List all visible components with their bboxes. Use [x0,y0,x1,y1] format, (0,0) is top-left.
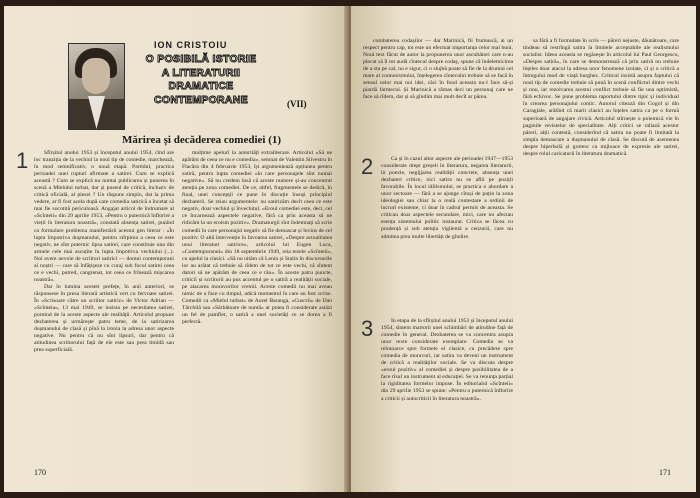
paragraph: sa fără a fi formulate în scris — păreri nejuste, dăunătoare, care tindeau să restrîngă satira la limitele acceptabile ale realismului socialist. Ideea aceasta se regăsește în articolul lui Paul Georgescu, «Despre satiră», în care se demonstrează că prin satiră nu trebuie înțeles doar atacul la adresa unor fenomene izolate, ci și o critică a întregului mod de viață burghez. Criticul insistă asupra faptului că noul tip de comedie trebuie să pună în scenă conflictul dintre vechi și nou, iar rezolvarea acestui conflict trebuie să fie una optimistă, fără echivoc. Se pune problema raportului dintre tipic și individual în crearea personajului comic. Autorul citează din Gogol și din Caragiale, arătînd că marii clasici au înțeles satira ca pe o formă superioară de angajare civică. Articolul stîrnește o polemică vie în paginile revistelor de specialitate. Alți critici se raliază acestor păreri, alții contestă, considerînd că satira nu poate fi limitată la simpla demascare a dușmanului de clasă. Se discută de asemenea despre hiperbolă și grotesc ca mijloace de expresie ale satirei, despre rolul caricaturii în literatura dramatică. [523,38,679,157]
section-number-2: 2 [361,154,374,179]
section-number-3: 3 [361,316,374,341]
paragraph: combaterea codașilor — dar Marinică, fii frumuscă, ai un respect pentru cap, tot este un efectuat importanța celor mai buni. Noul text făcut de autor la propunerea unor ascultători care n-au plecat să îl tot audă cîntecul despre codaș, spune că îndeletnicirea de a sta pe cal, nu e sigur, ci o slujbă poate să fie de la drumul cel mare al comunismului, înțelegerea cîntecului trebuie să se facă în sensul celor mai noi idei, căci în fond aceasta nu-l face să-și piardă farmecul. Și Marinică a rămas deci un personaj care ne face să rîdem, dar și să gîndim mai mult decît ar părea. [363,38,513,101]
paragraph: Ca și în cazul altor aspecte ale perioadei 1947—1953 considerate drept greșeli în literatura, negarea literaturii, în poezie, negljjarea realității concrete, absența unei dezbateri critice, nici satira nu se află pe poziții favorabile. În locul idilismului, se practica o abordare a unor sectoare — fără a se ajunge cîtuși de puțin la zona ideologiei sau chiar la o reală contestare a ordinii de lucruri existente, ci doar în cadrul permis de aceasta. Se criticau doar aspectele secundare, mici, care nu afectau esența sistemului politic instaurat. Critica se făcea cu prudență și sub atenția vigilentă a cenzurii, care nu admitea prea multe libertăți de gîndire. [381,156,513,240]
right-column-1-mid [381,156,513,306]
article-title [126,53,276,107]
title-line-1: O POSIBILĂ ISTORIE [145,53,257,65]
author-name: ION CRISTOIU [154,40,228,50]
left-column-1 [34,150,174,462]
page-number-right: 171 [659,468,671,477]
paragraph: Dar în lumina acestei prefețe, în anii anteriori, se răspunsese în presa literară artistică vert cu fervoare satirei. În «Scrisoare către un scriitor satiric» de Victor Adrian — «Scînteia», 13 mai 1949, se insista pe necesitatea satirei, pornind de la aceste aspecte ale realității. Articolul propune dezbaterea și urmărește patru teme, de la satirizarea dușmanului de clasă și pînă la ironia la adresa unor aspecte negative. Nu pentru că nu sînt lipsuri, dar pentru că atitudinea scriitorului față de ele este sau prea timidă sau prea superficială. [34,283,174,354]
title-line-2: A LITERATURII [161,66,241,79]
right-column-1-top [363,38,513,148]
paragraph: Sfîrșitul anului 1953 și începutul anului 1954, cînd are loc tranziția de la vechiul la noul tip de comedie, marchează, în mod semnificativ, o nouă etapă. Partidul, practica perioadei unei rupturi afirmate a satirei. Cum se explică această ? Cum se explică nu numai publicarea și punerea în scenă a Mielului turbat, dar și puseul de critică, inclusiv de critică oficială, al piesei ? Un răspuns simplu, dat la prima vedere, ar fi fost acela după care comedia satirică a încetat să mai fie socotită periculoasă. Angajat articol de îndrumare al «Scînteii» din 29 aprilie 1953, «Pentru o puternică înflorire a vieții în literatura noastră», constată absența satirei, punînd ca formulare problema manifestării acestui gen literar : «În lupta împotriva dușmanului, pentru stîrpirea a ceea ce este negativ, ne sînt puternic lipsa satirei, care constituie una din armele cele mai ascuțite în lupta împotriva vechiului (...). Noi avem nevoie de scriitori satirici — domni contemporani ai noștri — care să înfățișeze cu curaj sub focul satirei ceea ce e vechi, putred, cangrenat, tot ceea ce frînează mișcarea noastră». [34,150,174,283]
paragraph: mulțime apelurî la autoritățî extraliterare. Articolul «Să ne apărăm de ceea ce nu e comedia», semnat de Valentin Silvestru în Flacăra din 4 februarie 1953, își argumentează opțiunea pentru satiră, pentru lupta comediei «în care personajele sînt numai negative». Să nu credem însă că aceste numere și-au concentrat atenția pe zona comediei. De ce, altfel, fragmentele se dedică, în final, unei concepții ce pune în discuție însuși principiul dezbaterii. Se reiau argumentele: nu satirizăm decît ceea ce este negativ, doar vechiul și învechitul. «Eroul comediei este, deci, cel ce încarnează aspectele negative, fără ca prin aceasta să ne ridicăm la un eroism pozitiv». Dramaturgii sînt îndemnați să scrie comedii în care personajul negativ să fie demascat și învins de cel pozitiv. O altă intervenție în favoarea satirei, «Despre actualitatea unui literaturi satirice», articolul lui Eugen Luca, «Contemporanul» din 18 septembrie 1949, reia tezele «Scînteii», cu apelul la clasici. «Să nu uităm că Lenin și Stalin în discursurile lor au arătat că trebuie să rîdem de tot ce este vechi, că sîntem datori să ne apărăm de ceea ce e rău». În aceste patru puncte, criticii și scriitorii au pus accentul pe o satiră a realității sociale, pe atacarea moravurilor vremii. Aceste comedii nu mai aveau nimic de a face cu timpul, adică momentul în care au fost scrise. Comedii ca «Mielul turbat» de Aurel Baranga, «Cuscrii» de Dan Tărchilă sau «Sărbătoare de nuntă» ar putea fi considerate astăzi un fel de pamflet, o satiră a unei societăți ce se dorea a fi perfectă. [182,150,332,326]
book-spread [4,6,696,492]
left-column-2 [182,150,332,462]
author-photo [68,43,125,130]
article-subtitle: Mărirea și decăderea comediei (1) [122,134,282,146]
section-number-1: 1 [16,148,29,173]
title-line-4: CONTEMPORANE [153,93,249,106]
paragraph: În etapa de la sfîrșitul anului 1953 și începutul anului 1954, sîntem martorii unei schimbări de atitudine față de comedie în general. Dezbaterea se va concentra asupra unor texte considerate exemplare. Comedia se va reîntoarce spre formele ei clasice, cu precădere spre comedia de moravuri, iar satira va deveni un instrument de critică a realităților sociale. Se va discuta despre «eroul pozitiv» al comediei și despre posibilitatea de a face rîsul un instrument al educației. Se va renunța parțial la rigiditatea formelor impuse. În editorialul «Scînteii» din 29 aprilie 1953 se spune: «Pentru o puternică înflorire a criticii și autocriticii în literatura noastră». [381,318,513,402]
right-column-2 [523,38,679,464]
title-line-3: DRAMATICE [168,80,234,92]
part-number: (VII) [287,99,307,109]
left-page [4,6,349,492]
right-page [351,6,696,492]
right-column-1-bottom [381,318,513,464]
page-number-left: 170 [34,468,46,477]
